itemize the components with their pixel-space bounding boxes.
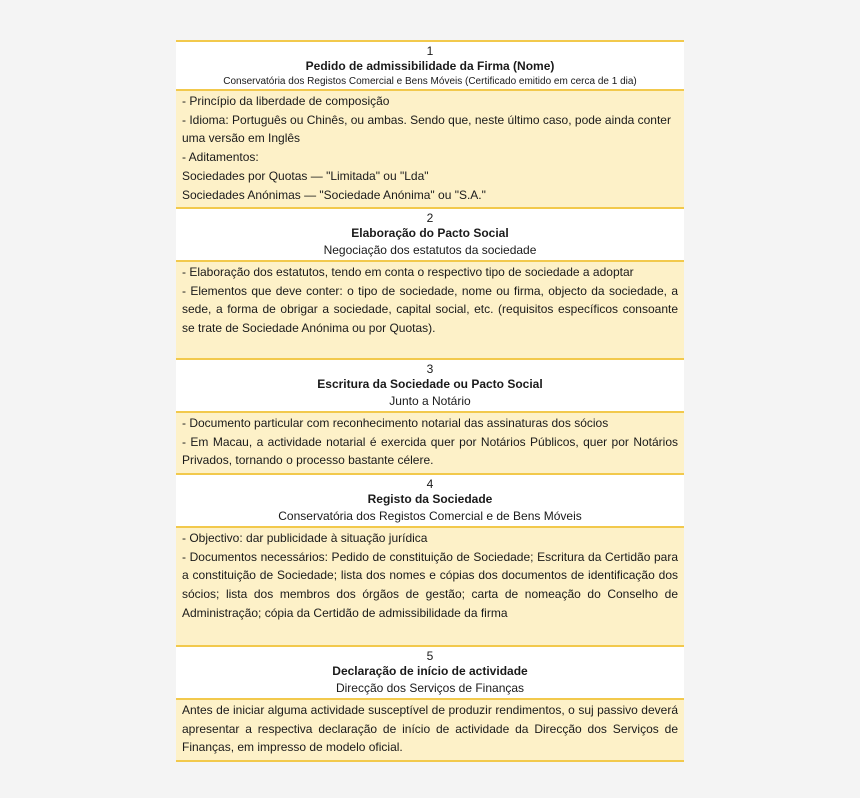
step-header — [176, 360, 684, 411]
step-4 — [176, 473, 684, 645]
detail-line: - Idioma: Português ou Chinês, ou ambas. Sendo que, neste último caso, pode ainda conter uma versão em Inglês — [182, 112, 671, 146]
detail-line: - Princípio da liberdade de composição — [182, 94, 390, 108]
detail-line: - Elementos que deve conter: o tipo de sociedade, nome ou firma, objecto da sociedade, a sede, a forma de obrigar a sociedade, capital social, etc. (requisitos específicos consoante se trate de Sociedade Anónima ou por Quotas). — [182, 283, 678, 336]
step-details — [176, 698, 684, 762]
step-number: 4 — [426, 477, 434, 491]
step-number: 2 — [426, 211, 434, 225]
detail-line: - Aditamentos: — [182, 150, 259, 165]
detail-line: - Documento particular com reconhecimento notarial das assinaturas dos sócios — [182, 416, 609, 430]
step-title: Elaboração do Pacto Social — [351, 226, 509, 240]
detail-line: Sociedades Anónimas — "Sociedade Anónima" ou "S.A." — [182, 187, 486, 202]
step-title: Declaração de início de actividade — [332, 664, 528, 678]
detail-line: - Documentos necessários: Pedido de constituição de Sociedade; Escritura da Certidão para a constituição de Sociedade; lista dos nomes e cópias dos documentos de identificação dos sócios; lista dos membros dos órgãos de gestão; carta de nomeação do Conselho de Administração; cópia da Certidão de admissibilidade da firma — [182, 549, 678, 620]
step-5 — [176, 645, 684, 762]
step-header — [176, 475, 684, 526]
step-title: Escritura da Sociedade ou Pacto Social — [317, 377, 543, 391]
step-subtitle: Direcção dos Serviços de Finanças — [335, 681, 525, 695]
process-document — [176, 40, 684, 762]
step-2 — [176, 207, 684, 358]
detail-line: Antes de iniciar alguma actividade susceptível de produzir rendimentos, o suj passivo deverá apresentar a respectiva declaração de início de actividade da Direcção dos Serviços de Finanças, em impresso de modelo oficial. — [182, 703, 678, 755]
step-3 — [176, 358, 684, 473]
step-1 — [176, 40, 684, 207]
step-details — [176, 526, 684, 645]
detail-line: - Objectivo: dar publicidade à situação jurídica — [182, 531, 428, 545]
step-title: Pedido de admissibilidade da Firma (Nome) — [305, 59, 555, 73]
step-number: 1 — [426, 44, 434, 58]
detail-line: Sociedades por Quotas — "Limitada" ou "Lda" — [182, 168, 429, 183]
step-number: 3 — [426, 362, 434, 376]
detail-line: - Em Macau, a actividade notarial é exercida quer por Notários Públicos, quer por Notários Privados, tornando o processo bastante célere. — [182, 434, 678, 468]
step-header — [176, 209, 684, 260]
detail-line: - Elaboração dos estatutos, tendo em conta o respectivo tipo de sociedade a adoptar — [182, 265, 634, 279]
step-subtitle: Negociação dos estatutos da sociedade — [323, 243, 537, 257]
step-title: Registo da Sociedade — [367, 492, 493, 506]
step-details — [176, 411, 684, 473]
step-subtitle: Junto a Notário — [389, 394, 471, 408]
step-header — [176, 647, 684, 698]
step-details — [176, 260, 684, 358]
step-header — [176, 42, 684, 89]
step-number: 5 — [426, 649, 434, 663]
step-subtitle: Conservatória dos Registos Comercial e Bens Móveis (Certificado emitido em cerca de 1 dia) — [223, 76, 637, 87]
step-subtitle: Conservatória dos Registos Comercial e de Bens Móveis — [278, 509, 582, 523]
step-details — [176, 89, 684, 207]
